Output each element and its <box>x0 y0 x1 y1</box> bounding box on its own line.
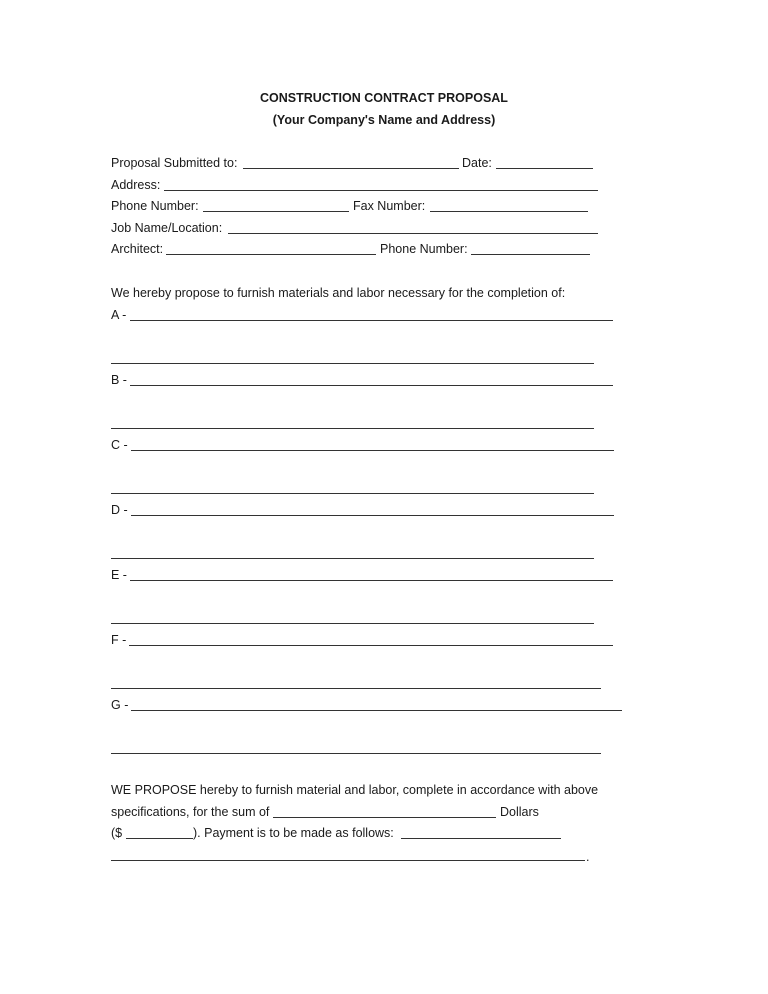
dollars-label: Dollars <box>500 805 539 819</box>
address-label: Address: <box>111 178 161 192</box>
date-field[interactable] <box>496 168 593 169</box>
architect-label: Architect: <box>111 242 164 256</box>
address-field[interactable] <box>164 190 598 191</box>
item-g-label: G - <box>111 698 129 712</box>
sum-words-field[interactable] <box>273 817 496 818</box>
item-d-label: D - <box>111 503 128 517</box>
item-c-field[interactable] <box>131 450 614 451</box>
proposal-submitted-to-field[interactable] <box>243 168 459 169</box>
item-e-continuation-field[interactable] <box>111 623 594 624</box>
item-g-field[interactable] <box>131 710 622 711</box>
scope-intro: We hereby propose to furnish materials and labor necessary for the completion of: <box>111 286 566 300</box>
architect-field[interactable] <box>166 254 376 255</box>
dollar-paren-open: ($ <box>111 826 123 840</box>
date-label: Date: <box>462 156 492 170</box>
item-e-label: E - <box>111 568 127 582</box>
item-d-field[interactable] <box>131 515 614 516</box>
job-name-location-field[interactable] <box>228 233 598 234</box>
sum-label: specifications, for the sum of <box>111 805 270 819</box>
phone-number-field[interactable] <box>203 211 349 212</box>
item-b-label: B - <box>111 373 127 387</box>
item-b-continuation-field[interactable] <box>111 428 594 429</box>
item-a-label: A - <box>111 308 127 322</box>
item-f-field[interactable] <box>129 645 613 646</box>
architect-phone-label: Phone Number: <box>380 242 468 256</box>
phone-number-label: Phone Number: <box>111 199 199 213</box>
fax-number-field[interactable] <box>430 211 588 212</box>
document-title: CONSTRUCTION CONTRACT PROPOSAL <box>260 91 508 105</box>
sum-amount-field[interactable] <box>126 838 193 839</box>
item-d-continuation-field[interactable] <box>111 558 594 559</box>
item-e-field[interactable] <box>130 580 613 581</box>
document-subtitle: (Your Company's Name and Address) <box>272 113 496 127</box>
payment-terms-label: ). Payment is to be made as follows: <box>193 826 394 840</box>
end-period: . <box>586 850 590 864</box>
architect-phone-field[interactable] <box>471 254 590 255</box>
item-g-continuation-field[interactable] <box>111 753 601 754</box>
job-name-location-label: Job Name/Location: <box>111 221 223 235</box>
payment-terms-continuation-field[interactable] <box>111 860 585 861</box>
payment-terms-field[interactable] <box>401 838 561 839</box>
item-c-label: C - <box>111 438 128 452</box>
item-b-field[interactable] <box>130 385 613 386</box>
item-f-label: F - <box>111 633 127 647</box>
fax-number-label: Fax Number: <box>353 199 426 213</box>
item-f-continuation-field[interactable] <box>111 688 601 689</box>
item-a-continuation-field[interactable] <box>111 363 594 364</box>
proposal-submitted-to-label: Proposal Submitted to: <box>111 156 238 170</box>
item-c-continuation-field[interactable] <box>111 493 594 494</box>
closing-line-1: WE PROPOSE hereby to furnish material and labor, complete in accordance with above <box>111 783 599 797</box>
item-a-field[interactable] <box>130 320 613 321</box>
